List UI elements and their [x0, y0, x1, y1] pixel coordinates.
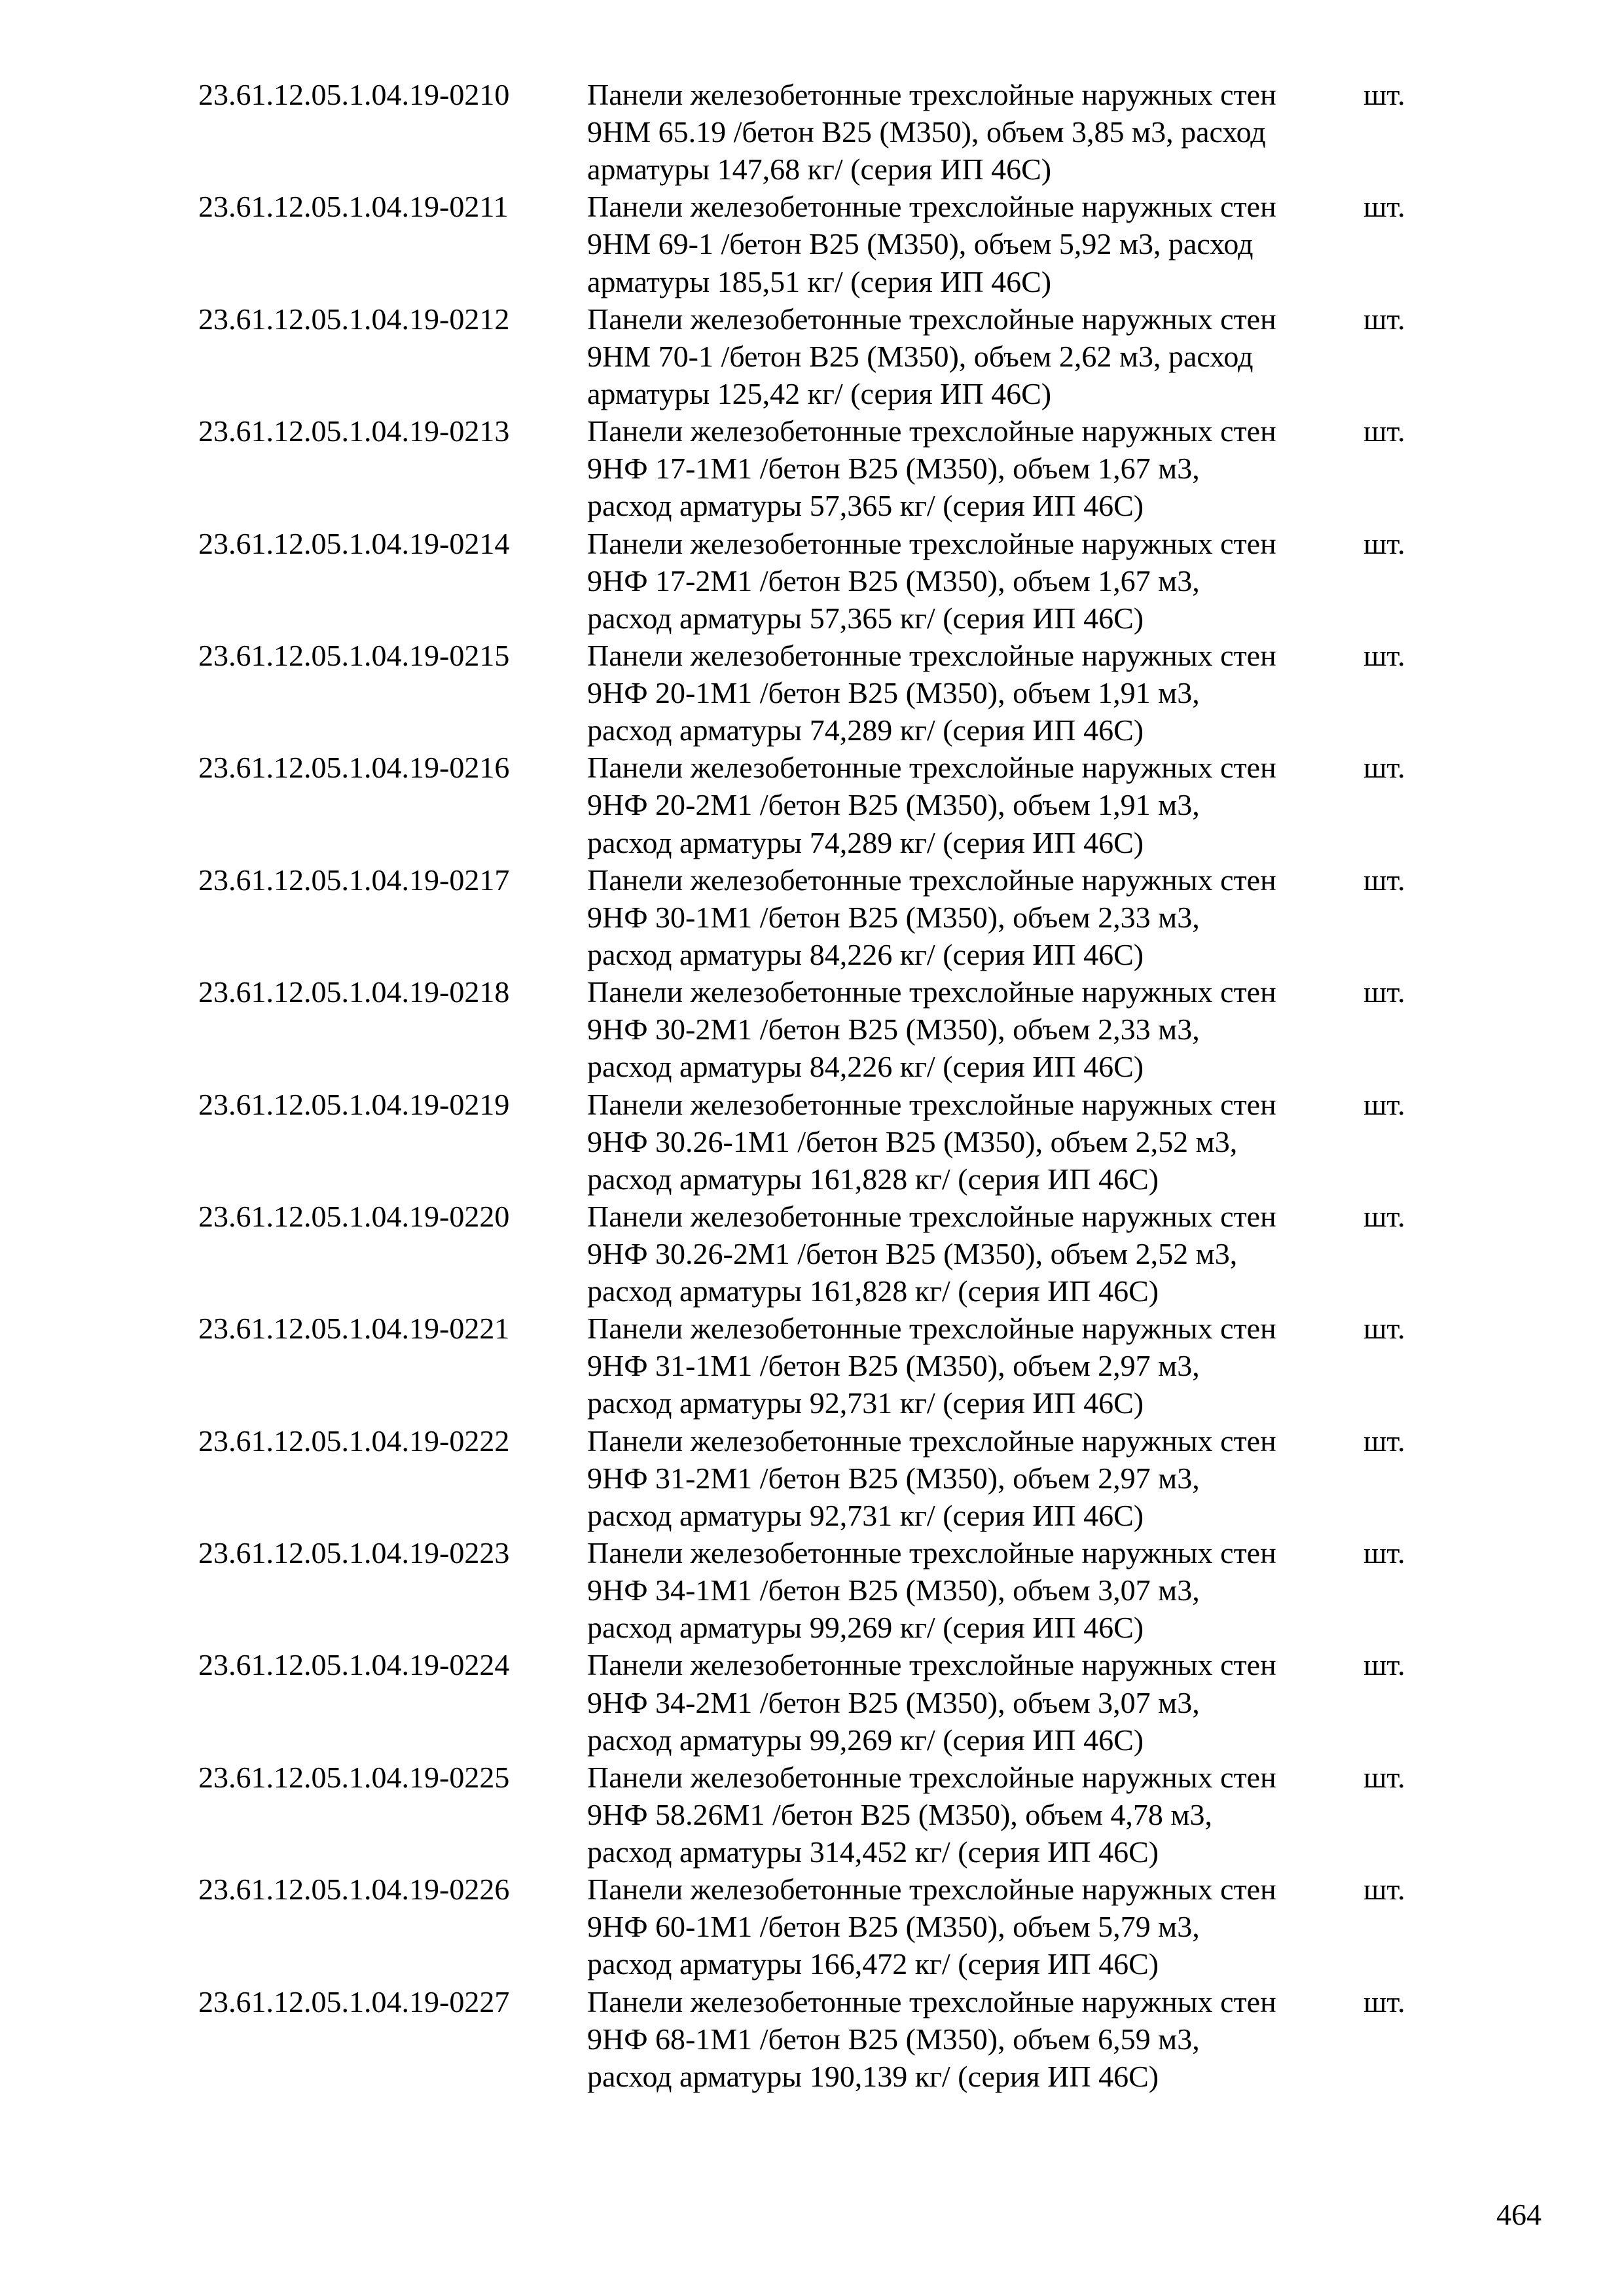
item-description — [587, 749, 1340, 861]
description-line: Панели железобетонные трехслойные наружных стен — [587, 1424, 1276, 1458]
item-unit: шт. — [1363, 1648, 1405, 1682]
item-code: 23.61.12.05.1.04.19-0219 — [198, 1087, 510, 1121]
description-line: Панели железобетонные трехслойные наружных стен — [587, 190, 1276, 224]
description-line: расход арматуры 57,365 кг/ (серия ИП 46С) — [587, 489, 1144, 523]
item-description — [587, 1198, 1340, 1310]
item-description — [587, 1534, 1340, 1646]
description-line: 9НФ 68-1М1 /бетон B25 (M350), объем 6,59 м3, — [587, 2022, 1200, 2056]
description-line: расход арматуры 161,828 кг/ (серия ИП 46С) — [587, 1162, 1159, 1196]
item-code: 23.61.12.05.1.04.19-0215 — [198, 638, 510, 672]
item-code: 23.61.12.05.1.04.19-0213 — [198, 414, 510, 448]
description-line: Панели железобетонные трехслойные наружных стен — [587, 751, 1276, 785]
item-description — [587, 1646, 1340, 1758]
description-line: расход арматуры 74,289 кг/ (серия ИП 46С) — [587, 825, 1144, 859]
table-row — [198, 1759, 1442, 1871]
description-line: арматуры 185,51 кг/ (серия ИП 46С) — [587, 264, 1052, 298]
table-row — [198, 76, 1442, 188]
table-row — [198, 637, 1442, 749]
item-unit: шт. — [1363, 1760, 1405, 1794]
item-description — [587, 412, 1340, 524]
item-description — [587, 76, 1340, 188]
item-description — [587, 188, 1340, 300]
table-row — [198, 1198, 1442, 1310]
item-code: 23.61.12.05.1.04.19-0222 — [198, 1424, 510, 1458]
description-line: Панели железобетонные трехслойные наружных стен — [587, 863, 1276, 897]
item-unit: шт. — [1363, 1536, 1405, 1570]
item-description — [587, 1310, 1340, 1422]
description-line: Панели железобетонные трехслойные наружных стен — [587, 1648, 1276, 1682]
table-row — [198, 1310, 1442, 1422]
description-line: расход арматуры 99,269 кг/ (серия ИП 46С) — [587, 1723, 1144, 1757]
page-number: 464 — [1496, 2198, 1542, 2231]
item-code: 23.61.12.05.1.04.19-0221 — [198, 1312, 510, 1346]
item-code: 23.61.12.05.1.04.19-0214 — [198, 526, 510, 560]
item-unit: шт. — [1363, 1873, 1405, 1907]
item-description — [587, 1983, 1340, 2095]
description-line: Панели железобетонные трехслойные наружных стен — [587, 78, 1276, 111]
table-row — [198, 749, 1442, 861]
description-line: Панели железобетонные трехслойные наружных стен — [587, 526, 1276, 560]
description-line: 9НФ 34-2М1 /бетон B25 (M350), объем 3,07 м3, — [587, 1685, 1200, 1719]
description-line: расход арматуры 190,139 кг/ (серия ИП 46С) — [587, 2059, 1159, 2093]
description-line: 9НМ 69-1 /бетон B25 (M350), объем 5,92 м3, расход — [587, 227, 1254, 261]
description-line: 9НФ 17-2М1 /бетон B25 (M350), объем 1,67 м3, — [587, 564, 1200, 598]
item-description — [587, 1422, 1340, 1534]
table-row — [198, 1422, 1442, 1534]
description-line: расход арматуры 74,289 кг/ (серия ИП 46С) — [587, 713, 1144, 747]
description-line: расход арматуры 161,828 кг/ (серия ИП 46С) — [587, 1274, 1159, 1308]
description-line: Панели железобетонные трехслойные наружных стен — [587, 975, 1276, 1009]
description-line: 9НФ 20-1М1 /бетон B25 (M350), объем 1,91 м3, — [587, 676, 1200, 710]
description-line: 9НФ 17-1М1 /бетон B25 (M350), объем 1,67 м3, — [587, 452, 1200, 486]
description-line: 9НФ 30-2М1 /бетон B25 (M350), объем 2,33 м3, — [587, 1013, 1200, 1047]
description-line: расход арматуры 92,731 кг/ (серия ИП 46С) — [587, 1386, 1144, 1420]
item-description — [587, 1759, 1340, 1871]
table-row — [198, 300, 1442, 412]
description-line: расход арматуры 57,365 кг/ (серия ИП 46С) — [587, 601, 1144, 635]
description-line: 9НФ 30.26-2М1 /бетон B25 (M350), объем 2,52 м3, — [587, 1237, 1238, 1270]
item-code: 23.61.12.05.1.04.19-0223 — [198, 1536, 510, 1570]
item-code: 23.61.12.05.1.04.19-0218 — [198, 975, 510, 1009]
description-line: расход арматуры 92,731 кг/ (серия ИП 46С) — [587, 1498, 1144, 1532]
description-line: 9НФ 60-1М1 /бетон B25 (M350), объем 5,79 м3, — [587, 1910, 1200, 1944]
item-description — [587, 300, 1340, 412]
item-unit: шт. — [1363, 638, 1405, 672]
table-row — [198, 188, 1442, 300]
description-line: Панели железобетонные трехслойные наружных стен — [587, 638, 1276, 672]
item-code: 23.61.12.05.1.04.19-0210 — [198, 78, 510, 111]
item-description — [587, 973, 1340, 1085]
item-code: 23.61.12.05.1.04.19-0216 — [198, 751, 510, 785]
description-line: расход арматуры 84,226 кг/ (серия ИП 46С) — [587, 937, 1144, 971]
item-unit: шт. — [1363, 414, 1405, 448]
description-line: Панели железобетонные трехслойные наружных стен — [587, 414, 1276, 448]
item-description — [587, 1086, 1340, 1198]
description-line: расход арматуры 84,226 кг/ (серия ИП 46С) — [587, 1050, 1144, 1084]
table-row — [198, 525, 1442, 637]
description-line: 9НФ 30-1М1 /бетон B25 (M350), объем 2,33 м3, — [587, 900, 1200, 934]
item-code: 23.61.12.05.1.04.19-0212 — [198, 302, 510, 336]
item-description — [587, 1871, 1340, 1982]
item-code: 23.61.12.05.1.04.19-0220 — [198, 1199, 510, 1233]
table-row — [198, 1871, 1442, 1982]
description-line: расход арматуры 99,269 кг/ (серия ИП 46С) — [587, 1611, 1144, 1645]
description-line: 9НФ 30.26-1М1 /бетон B25 (M350), объем 2,52 м3, — [587, 1124, 1238, 1158]
item-unit: шт. — [1363, 1424, 1405, 1458]
description-line: арматуры 147,68 кг/ (серия ИП 46С) — [587, 152, 1052, 187]
item-unit: шт. — [1363, 526, 1405, 560]
description-line: расход арматуры 314,452 кг/ (серия ИП 46С) — [587, 1835, 1159, 1869]
table-row — [198, 1646, 1442, 1758]
item-code: 23.61.12.05.1.04.19-0211 — [198, 190, 509, 224]
description-line: 9НФ 31-1М1 /бетон B25 (M350), объем 2,97 м3, — [587, 1349, 1200, 1383]
item-unit: шт. — [1363, 1087, 1405, 1121]
item-code: 23.61.12.05.1.04.19-0217 — [198, 863, 510, 897]
description-line: Панели железобетонные трехслойные наружных стен — [587, 1087, 1276, 1121]
item-description — [587, 525, 1340, 637]
item-code: 23.61.12.05.1.04.19-0224 — [198, 1648, 510, 1682]
item-code: 23.61.12.05.1.04.19-0225 — [198, 1760, 510, 1794]
item-unit: шт. — [1363, 1312, 1405, 1346]
description-line: расход арматуры 166,472 кг/ (серия ИП 46С) — [587, 1947, 1159, 1981]
item-unit: шт. — [1363, 1199, 1405, 1233]
description-line: 9НФ 58.26М1 /бетон B25 (M350), объем 4,78 м3, — [587, 1797, 1212, 1831]
item-unit: шт. — [1363, 78, 1405, 111]
table-row — [198, 1983, 1442, 2095]
item-code: 23.61.12.05.1.04.19-0226 — [198, 1873, 510, 1907]
item-unit: шт. — [1363, 751, 1405, 785]
table-row — [198, 412, 1442, 524]
description-line: 9НМ 65.19 /бетон B25 (M350), объем 3,85 м3, расход — [587, 115, 1266, 149]
description-line: Панели железобетонные трехслойные наружных стен — [587, 1984, 1276, 2018]
description-line: Панели железобетонные трехслойные наружных стен — [587, 1873, 1276, 1907]
item-unit: шт. — [1363, 302, 1405, 336]
description-line: 9НФ 34-1М1 /бетон B25 (M350), объем 3,07 м3, — [587, 1573, 1200, 1607]
description-line: 9НФ 31-2М1 /бетон B25 (M350), объем 2,97 м3, — [587, 1461, 1200, 1495]
item-unit: шт. — [1363, 863, 1405, 897]
description-line: Панели железобетонные трехслойные наружных стен — [587, 1536, 1276, 1570]
description-line: 9НФ 20-2М1 /бетон B25 (M350), объем 1,91 м3, — [587, 788, 1200, 822]
description-line: Панели железобетонные трехслойные наружных стен — [587, 302, 1276, 336]
price-table — [198, 76, 1442, 2095]
description-line: Панели железобетонные трехслойные наружных стен — [587, 1760, 1276, 1794]
item-unit: шт. — [1363, 1984, 1405, 2018]
item-unit: шт. — [1363, 975, 1405, 1009]
table-row — [198, 1534, 1442, 1646]
description-line: Панели железобетонные трехслойные наружных стен — [587, 1312, 1276, 1346]
item-description — [587, 861, 1340, 973]
description-line: арматуры 125,42 кг/ (серия ИП 46С) — [587, 376, 1052, 410]
item-description — [587, 637, 1340, 749]
description-line: Панели железобетонные трехслойные наружных стен — [587, 1199, 1276, 1233]
table-row — [198, 1086, 1442, 1198]
table-row — [198, 973, 1442, 1085]
table-row — [198, 861, 1442, 973]
item-unit: шт. — [1363, 190, 1405, 224]
description-line: 9НМ 70-1 /бетон B25 (M350), объем 2,62 м3, расход — [587, 339, 1254, 373]
item-code: 23.61.12.05.1.04.19-0227 — [198, 1984, 510, 2018]
